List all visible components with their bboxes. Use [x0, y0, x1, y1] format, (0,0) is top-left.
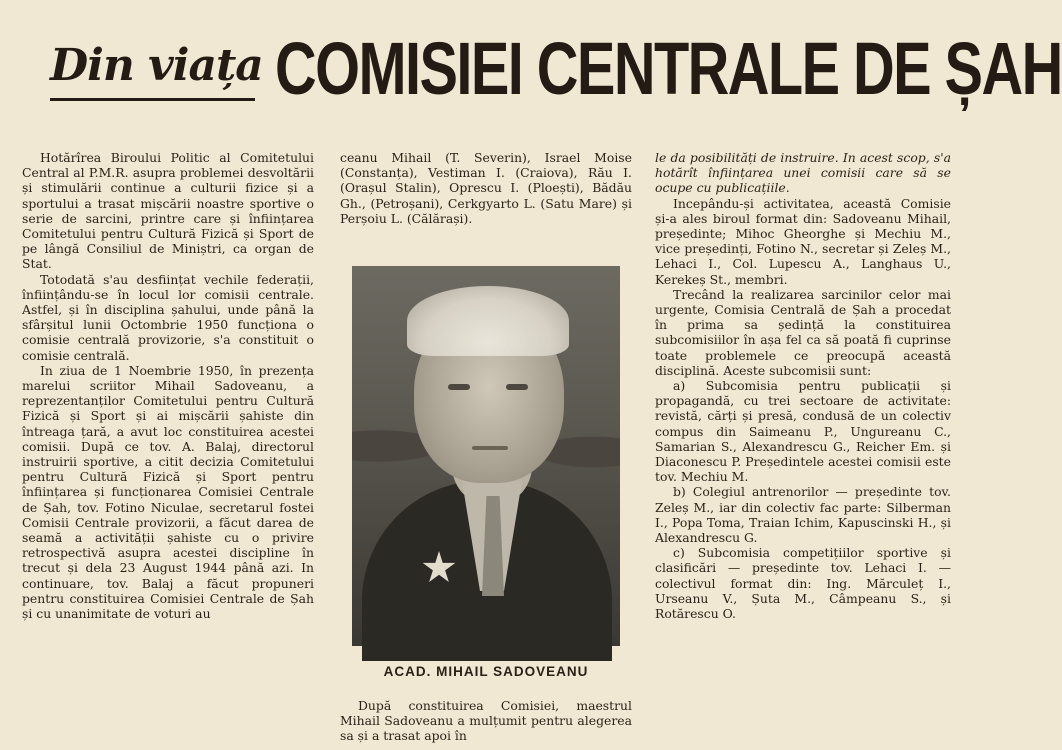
headline-underline — [50, 98, 255, 101]
paragraph: c) Subcomisia competițiilor sportive și clasificări — președinte tov. Lehaci I. — colectivul format din: Ing. Mărculeț I., Urseanu V., Șuta M., Câmpeanu S., și Rotărescu O. — [655, 545, 951, 622]
paragraph: le da posibilități de instruire. In acest scop, s'a hotărît înființarea unei comisii care să se ocupe cu publicațiile. — [655, 150, 951, 196]
portrait-photo — [352, 266, 620, 646]
paragraph: b) Colegiul antrenorilor — președinte tov. Zeleș M., iar din colectiv fac parte: Silberman I., Popa Toma, Traian Ichim, Kapuscinski H., și Alexandrescu G. — [655, 484, 951, 546]
article-column-3 — [655, 150, 951, 621]
paragraph: In ziua de 1 Noembrie 1950, în prezența marelui scriitor Mihail Sadoveanu, a reprezentanților Comitetului pentru Cultură Fizică și Sport și ai mișcării șahiste din întreaga țară, a avut loc constituirea acestei comisii. După ce tov. A. Balaj, directorul instruirii sportive, a citit decizia Comitetului pentru Cultură Fizică și Sport pentru înființarea și funcționarea Comisiei Centrale de Șah, tov. Fotino Niculae, secretarul fostei Comisii Centrale provizorii, a făcut darea de seamă a activității șahiste cu o privire retrospectivă asupra acestei discipline în trecut și dela 23 August 1944 până azi. In continuare, tov. Balaj a făcut propuneri pentru constituirea Comisiei Centrale de Șah și cu unanimitate de voturi au — [22, 362, 314, 622]
article-column-1 — [22, 150, 314, 621]
photo-hair — [407, 286, 569, 356]
headline-main: COMISIEI CENTRALE DE ȘAH — [275, 27, 1062, 110]
headline — [50, 18, 1062, 128]
photo-mouth — [472, 446, 508, 450]
headline-script: Din viața — [50, 40, 263, 91]
paragraph: Totodată s'au desființat vechile federații, înființându-se în locul lor comisii centrale. Astfel, și în disciplina șahului, unde până la sfârșitul lunii Octombrie 1950 funcționa o comisie centrală provizorie, s'a constituit o comisie centrală. — [22, 271, 314, 363]
paragraph: Trecând la realizarea sarcinilor celor mai urgente, Comisia Centrală de Șah a procedat în prima sa ședință la constituirea subcomisiilor în așa fel ca să poată fi cuprinse toate problemele ce preocupă această disciplină. Aceste subcomisii sunt: — [655, 286, 951, 378]
photo-caption: ACAD. MIHAIL SADOVEANU — [383, 664, 589, 679]
paragraph: ceanu Mihail (T. Severin), Israel Moise (Constanța), Vestiman I. (Craiova), Rău I. (Orașul Stalin), Oprescu I. (Ploești), Bădău Gh., (Petroșani), Cerkgyarto L. (Satu Mare) și Perșoiu L. (Călărași). — [340, 150, 632, 226]
article-column-2-top — [340, 150, 632, 226]
photo-eye — [448, 384, 470, 390]
paragraph: După constituirea Comisiei, maestrul Mihail Sadoveanu a mulțumit pentru alegerea sa și a trasat apoi în — [340, 698, 632, 744]
photo-eye — [506, 384, 528, 390]
paragraph: a) Subcomisia pentru publicații și propagandă, cu trei sectoare de activitate: revistă, cărți și presă, condusă de un colectiv compus din Saimeanu P., Ungureanu C., Samarian S., Alexandrescu G., Reicher Em. și Diaconescu P. Președintele acestei comisii este tov. Mechiu M. — [655, 378, 951, 485]
article-column-2-bottom — [340, 698, 632, 744]
paragraph: Incepându-și activitatea, această Comisie și-a ales biroul format din: Sadoveanu Mihail, președinte; Mihoc Gheorghe și Mechiu M., vice președinți, Fotino N., secretar și Zeleș M., Lehaci I., Col. Lupescu A., Langhaus U., Kerekeș St., membri. — [655, 195, 951, 287]
paragraph: Hotărîrea Biroului Politic al Comitetului Central al P.M.R. asupra problemei desvoltării și stimulării continue a culturii fizice și a sportului a trasat mișcării noastre sportive o serie de sarcini, printre care și înființarea Comitetului pentru Cultură Fizică și Sport de pe lângă Consiliul de Miniștri, ca organ de Stat. — [22, 150, 314, 272]
